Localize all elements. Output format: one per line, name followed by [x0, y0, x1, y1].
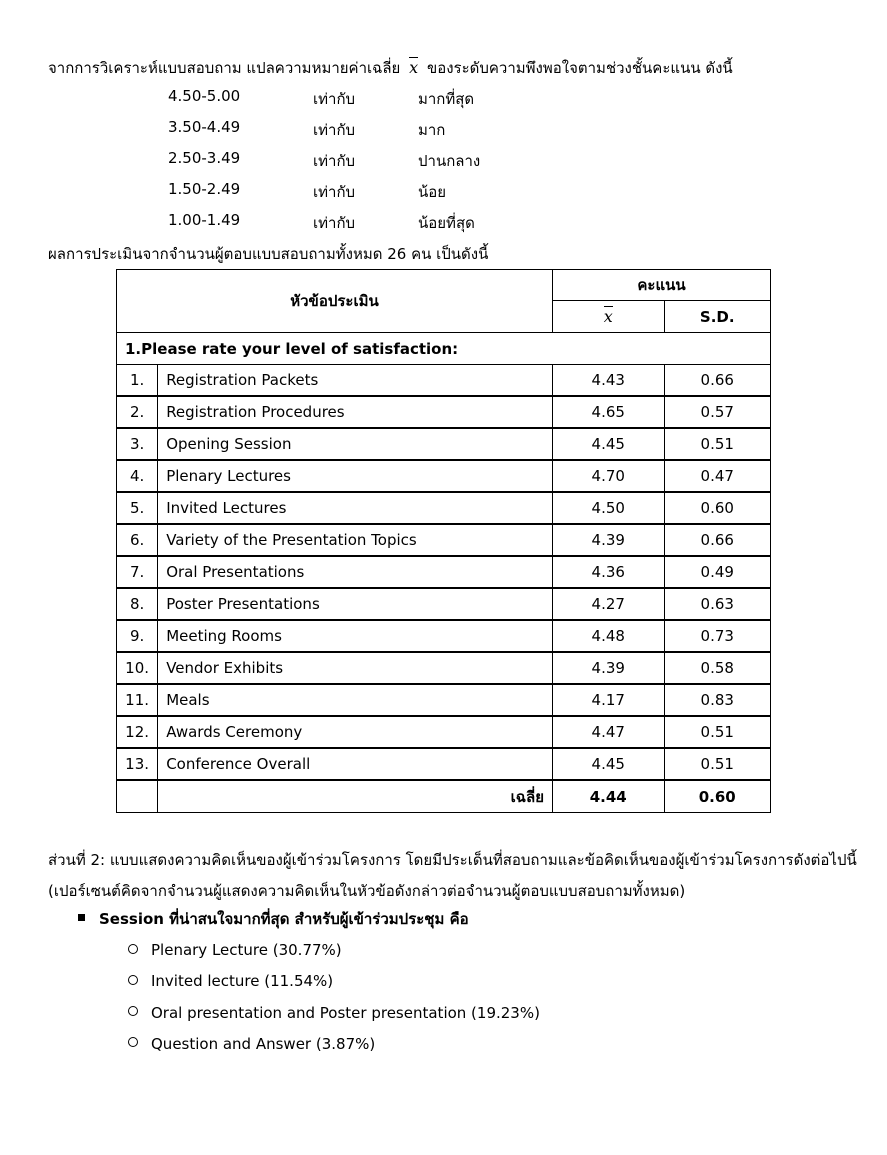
table-row — [117, 716, 771, 748]
scale-equals: เท่ากับ — [313, 152, 356, 170]
row-mean: 4.45 — [553, 428, 665, 460]
scale-level: น้อย — [418, 183, 447, 201]
row-topic: Variety of the Presentation Topics — [158, 524, 553, 556]
row-sd: 0.51 — [664, 428, 771, 460]
scale-level: มาก — [418, 121, 446, 139]
row-mean: 4.39 — [553, 524, 665, 556]
table-row — [117, 365, 771, 397]
row-topic: Opening Session — [158, 428, 553, 460]
row-number: 1. — [117, 365, 158, 397]
row-sd: 0.66 — [664, 524, 771, 556]
header-score: คะแนน — [553, 270, 771, 301]
scale-range: 4.50-5.00 — [168, 87, 241, 105]
table-row — [117, 428, 771, 460]
row-mean: 4.39 — [553, 652, 665, 684]
session-bullet — [78, 907, 469, 931]
scale-equals: เท่ากับ — [313, 121, 356, 139]
table-row — [117, 524, 771, 556]
row-number: 11. — [117, 684, 158, 716]
intro-line — [48, 56, 733, 80]
row-topic: Plenary Lectures — [158, 460, 553, 492]
row-sd: 0.49 — [664, 556, 771, 588]
row-mean: 4.43 — [553, 365, 665, 397]
intro-text-after: ของระดับความพึงพอใจตามช่วงชั้นคะแนน ดังนี้ — [426, 59, 733, 77]
row-number: 3. — [117, 428, 158, 460]
row-mean: 4.47 — [553, 716, 665, 748]
row-sd: 0.47 — [664, 460, 771, 492]
part-two-heading: ส่วนที่ 2: แบบแสดงความคิดเห็นของผู้เข้าร่วมโครงการ โดยมีประเด็นที่สอบถามและข้อคิดเห็นของผู้เข้าร่วมโครงการดังต่อไปนี้ — [48, 851, 857, 869]
circle-bullet-icon — [128, 944, 138, 954]
row-number: 8. — [117, 588, 158, 620]
row-mean: 4.27 — [553, 588, 665, 620]
scale-range: 2.50-3.49 — [168, 149, 241, 167]
session-list — [128, 938, 540, 1063]
average-label: เฉลี่ย — [158, 780, 553, 812]
scale-level: น้อยที่สุด — [418, 214, 475, 232]
row-topic: Meeting Rooms — [158, 620, 553, 652]
row-topic: Invited Lectures — [158, 492, 553, 524]
header-mean — [553, 301, 665, 333]
row-sd: 0.51 — [664, 748, 771, 780]
square-bullet-icon — [78, 914, 85, 921]
row-topic: Awards Ceremony — [158, 716, 553, 748]
row-sd: 0.57 — [664, 396, 771, 428]
scale-level: มากที่สุด — [418, 90, 475, 108]
row-mean: 4.65 — [553, 396, 665, 428]
row-topic: Meals — [158, 684, 553, 716]
list-item — [128, 1032, 540, 1063]
header-topic: หัวข้อประเมิน — [117, 270, 553, 333]
row-sd: 0.51 — [664, 716, 771, 748]
list-item-text: Plenary Lecture (30.77%) — [151, 941, 342, 959]
list-item-text: Oral presentation and Poster presentation (19.23%) — [151, 1003, 540, 1022]
table-row — [117, 396, 771, 428]
row-topic: Registration Procedures — [158, 396, 553, 428]
row-mean: 4.50 — [553, 492, 665, 524]
section-title: 1.Please rate your level of satisfaction: — [117, 333, 771, 365]
row-topic: Vendor Exhibits — [158, 652, 553, 684]
table-row — [117, 684, 771, 716]
list-item — [128, 1001, 540, 1032]
table-row — [117, 652, 771, 684]
row-number: 10. — [117, 652, 158, 684]
row-topic: Registration Packets — [158, 365, 553, 397]
table-row — [117, 556, 771, 588]
row-sd: 0.60 — [664, 492, 771, 524]
circle-bullet-icon — [128, 1037, 138, 1047]
scale-range: 3.50-4.49 — [168, 118, 241, 136]
table-row — [117, 620, 771, 652]
scale-equals: เท่ากับ — [313, 90, 356, 108]
circle-bullet-icon — [128, 975, 138, 985]
row-number: 5. — [117, 492, 158, 524]
average-blank — [117, 780, 158, 812]
list-item-text: Invited lecture (11.54%) — [151, 972, 334, 991]
row-mean: 4.36 — [553, 556, 665, 588]
row-number: 12. — [117, 716, 158, 748]
list-item-text: Question and Answer (3.87%) — [151, 1034, 376, 1053]
row-number: 4. — [117, 460, 158, 492]
table-row — [117, 588, 771, 620]
row-sd: 0.63 — [664, 588, 771, 620]
scale-level: ปานกลาง — [418, 152, 481, 170]
row-sd: 0.58 — [664, 652, 771, 684]
row-topic: Oral Presentations — [158, 556, 553, 588]
result-summary: ผลการประเมินจากจำนวนผู้ตอบแบบสอบถามทั้งหมด 26 คน เป็นดังนี้ — [48, 245, 489, 263]
row-number: 13. — [117, 748, 158, 780]
row-topic: Conference Overall — [158, 748, 553, 780]
list-item — [128, 938, 540, 969]
average-mean: 4.44 — [553, 780, 665, 812]
part-two — [48, 845, 857, 907]
table-row — [117, 492, 771, 524]
scale-range: 1.50-2.49 — [168, 180, 241, 198]
row-mean: 4.48 — [553, 620, 665, 652]
list-item — [128, 969, 540, 1000]
session-bullet-text: Session ที่น่าสนใจมากที่สุด สำหรับผู้เข้าร่วมประชุม คือ — [99, 910, 469, 928]
scale-range: 1.00-1.49 — [168, 211, 241, 229]
row-mean: 4.17 — [553, 684, 665, 716]
row-number: 2. — [117, 396, 158, 428]
row-topic: Poster Presentations — [158, 588, 553, 620]
row-number: 6. — [117, 524, 158, 556]
evaluation-table — [116, 269, 771, 813]
row-number: 9. — [117, 620, 158, 652]
row-mean: 4.45 — [553, 748, 665, 780]
part-two-note: (เปอร์เซนต์คิดจากจำนวนผู้แสดงความคิดเห็นในหัวข้อดังกล่าวต่อจำนวนผู้ตอบแบบสอบถามทั้งหมด) — [48, 882, 686, 900]
mean-symbol: x — [600, 307, 617, 326]
scale-equals: เท่ากับ — [313, 183, 356, 201]
table-row — [117, 748, 771, 780]
scale-equals: เท่ากับ — [313, 214, 356, 232]
table-body — [117, 365, 771, 781]
average-sd: 0.60 — [664, 780, 771, 812]
row-number: 7. — [117, 556, 158, 588]
table-row — [117, 460, 771, 492]
row-sd: 0.83 — [664, 684, 771, 716]
intro-text-before: จากการวิเคราะห์แบบสอบถาม แปลความหมายค่าเฉลี่ย — [48, 59, 401, 77]
row-mean: 4.70 — [553, 460, 665, 492]
header-sd: S.D. — [664, 301, 771, 333]
circle-bullet-icon — [128, 1006, 138, 1016]
row-sd: 0.66 — [664, 365, 771, 397]
mean-symbol: x — [405, 58, 422, 77]
row-sd: 0.73 — [664, 620, 771, 652]
